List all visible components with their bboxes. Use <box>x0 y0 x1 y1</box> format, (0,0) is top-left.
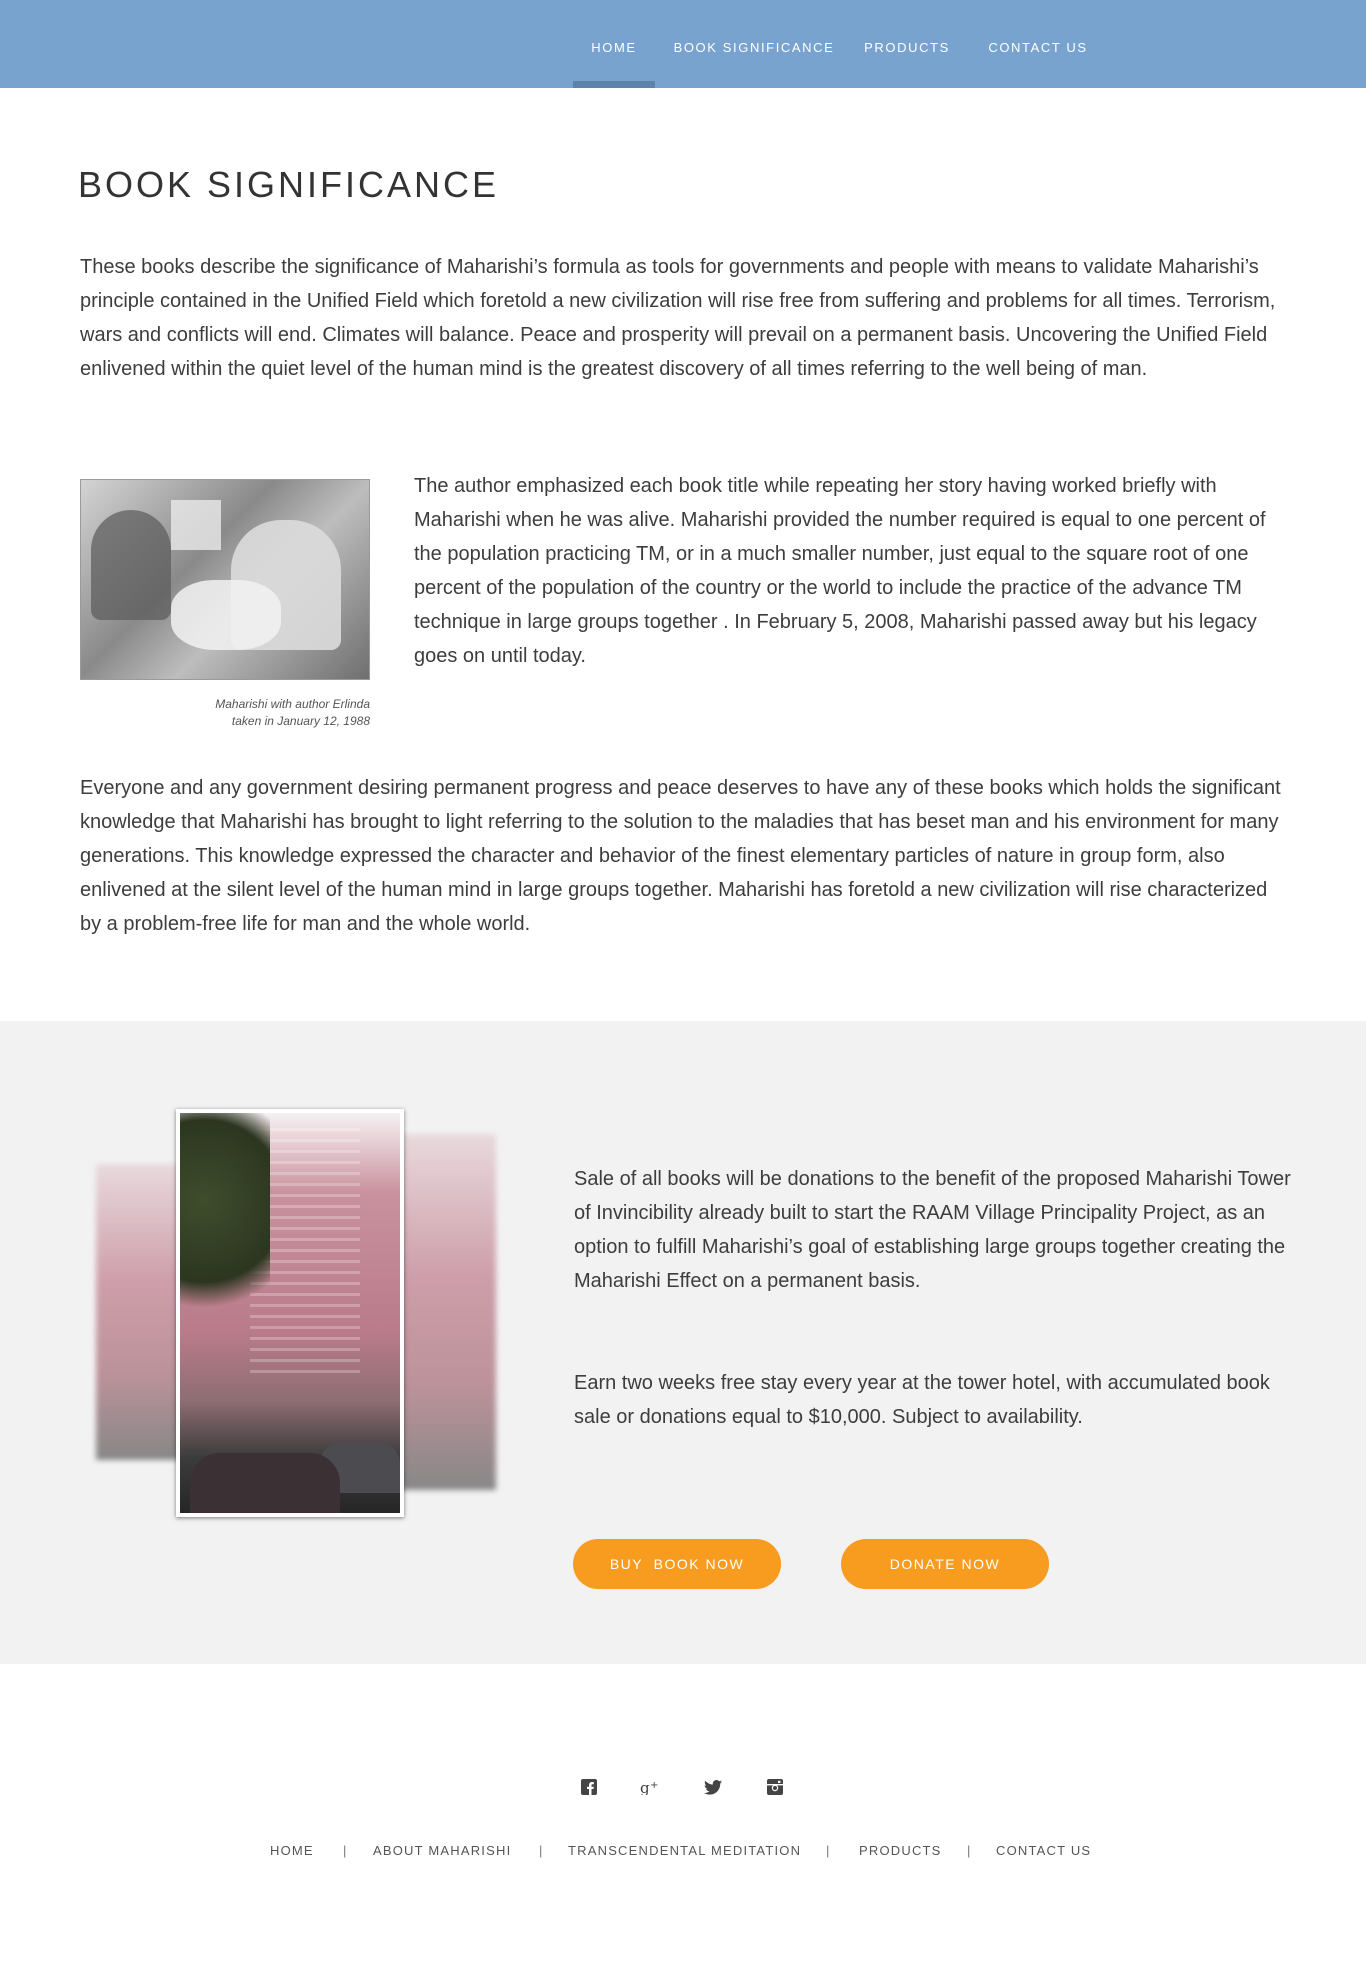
footer-nav-transcendental-meditation[interactable]: TRANSCENDENTAL MEDITATION <box>568 1843 802 1858</box>
facebook-icon[interactable] <box>577 1775 601 1799</box>
tower-photo[interactable] <box>176 1109 404 1517</box>
svg-text:g: g <box>640 1779 650 1795</box>
nav-home[interactable]: HOME <box>573 0 655 88</box>
footer-nav-home[interactable]: HOME <box>270 1843 314 1858</box>
footer-separator: | <box>826 1843 830 1858</box>
maharishi-author-photo <box>80 479 370 680</box>
footer-nav-contact-us[interactable]: CONTACT US <box>996 1843 1092 1858</box>
footer-separator: | <box>343 1843 347 1858</box>
photo-caption-line2: taken in January 12, 1988 <box>231 714 370 728</box>
nav-products[interactable]: PRODUCTS <box>864 40 950 55</box>
nav-contact-us[interactable]: CONTACT US <box>988 40 1088 55</box>
footer-nav-products[interactable]: PRODUCTS <box>859 1843 942 1858</box>
author-paragraph: The author emphasized each book title while repeating her story having worked briefly with Maharishi when he was alive. Maharishi provided the number required is equal to one percent of the population practicing TM, or in a much smaller number, just equal to the square root of one percent of the population of the country or the world to include the practice of the advance TM technique in large groups together . In February 5, 2008, Maharishi passed away but his legacy goes on until today. <box>414 475 1266 667</box>
footer-nav-about-maharishi[interactable]: ABOUT MAHARISHI <box>373 1843 512 1858</box>
svg-text:+: + <box>650 1780 659 1791</box>
gallery-next-image[interactable] <box>396 1134 496 1490</box>
instagram-icon[interactable] <box>763 1775 787 1799</box>
tower-gallery[interactable] <box>96 1109 496 1519</box>
footer-separator: | <box>967 1843 971 1858</box>
footer-separator: | <box>539 1843 543 1858</box>
google-plus-icon[interactable] <box>638 1775 662 1799</box>
intro-paragraph: These books describe the significance of Maharishi’s formula as tools for governments and people with means to validate Maharishi’s principle contained in the Unified Field which foretold a new civilization will rise free from suffering and problems for all times. Terrorism, wars and conflicts will end. Climates will balance. Peace and prosperity will prevail on a permanent basis. Uncovering the Unified Field enlivened within the quiet level of the human mind is the greatest discovery of all times referring to the well being of man. <box>80 256 1276 380</box>
photo-caption <box>80 696 370 730</box>
donation-paragraph: Sale of all books will be donations to the benefit of the proposed Maharishi Tower of Invincibility already built to start the RAAM Village Principality Project, as an option to fulfill Maharishi’s goal of establishing large groups together creating the Maharishi Effect on a permanent basis. <box>574 1168 1291 1292</box>
knowledge-paragraph: Everyone and any government desiring permanent progress and peace deserves to have any of these books which holds the significant knowledge that Maharishi has brought to light referring to the solution to the maladies that has beset man and his environment for many generations. This knowledge expressed the character and behavior of the finest elementary particles of nature in group form, also enlivened at the silent level of the human mind in large groups together. Maharishi has foretold a new civilization will rise characterized by a problem-free life for man and the whole world. <box>80 777 1281 935</box>
donate-button[interactable]: DONATE NOW <box>841 1539 1049 1589</box>
buy-book-button[interactable]: BUY BOOK NOW <box>573 1539 781 1589</box>
twitter-icon[interactable] <box>701 1775 725 1799</box>
page-title: BOOK SIGNIFICANCE <box>78 164 500 205</box>
free-stay-paragraph: Earn two weeks free stay every year at the tower hotel, with accumulated book sale or donations equal to $10,000. Subject to availability. <box>574 1372 1270 1428</box>
site-header <box>0 0 1366 88</box>
photo-caption-line1: Maharishi with author Erlinda <box>215 697 370 711</box>
nav-book-significance[interactable]: BOOK SIGNIFICANCE <box>673 40 835 55</box>
